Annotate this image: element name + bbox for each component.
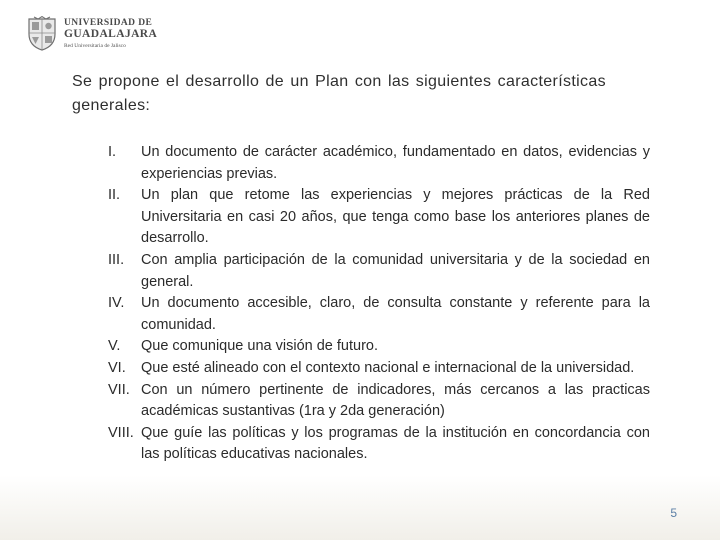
list-item xyxy=(108,185,650,250)
list-item-text: Un documento accesible, claro, de consulta constante y referente para la comunidad. xyxy=(141,295,650,333)
list-item-text: Con un número pertinente de indicadores, más cercanos a las practicas académicas sustantivas (1ra y 2da generación) xyxy=(141,381,650,420)
list-item xyxy=(108,358,650,380)
list-item-text: Con amplia participación de la comunidad universitaria y de la sociedad en general. xyxy=(141,251,650,290)
list-item-number: II. xyxy=(108,187,121,204)
list-item xyxy=(108,250,650,293)
university-seal-icon xyxy=(26,16,58,52)
intro-paragraph: Se propone el desarrollo de un Plan con las siguientes características generales: xyxy=(72,73,607,114)
list-item-number: VI. xyxy=(108,359,126,376)
list-item-number: IV. xyxy=(108,295,125,312)
list-item-number: VIII. xyxy=(108,424,134,441)
list-item-text: Que comunique una visión de futuro. xyxy=(141,338,378,355)
list-item-text: Que guíe las políticas y los programas de la institución en concordancia con las políticas educativas nacionales. xyxy=(141,424,650,463)
list-item-number: V. xyxy=(108,338,121,355)
page-number: 5 xyxy=(670,506,677,520)
list-item xyxy=(108,336,650,358)
logo-line-guadalajara: GUADALAJARA xyxy=(64,28,158,41)
list-item-number: III. xyxy=(108,251,125,268)
list-item xyxy=(108,380,650,423)
logo-line-network: Red Universitaria de Jalisco xyxy=(64,42,126,49)
list-item-text: Un documento de carácter académico, fundamentado en datos, evidencias y experiencias previas. xyxy=(141,144,650,182)
list-item-number: VII. xyxy=(108,381,130,398)
list-item-text: Que esté alineado con el contexto nacional e internacional de la universidad. xyxy=(141,359,635,376)
university-logo xyxy=(26,16,157,52)
list-item xyxy=(108,423,650,466)
list-item-text: Un plan que retome las experiencias y mejores prácticas de la Red Universitaria en casi 20 años, que tenga como base los anteriores planes de desarrollo. xyxy=(141,187,650,247)
list-item-number: I. xyxy=(108,144,117,160)
list-item xyxy=(108,293,650,336)
list-item xyxy=(108,142,650,185)
logo-line-university: UNIVERSIDAD DE xyxy=(64,17,153,28)
characteristics-list xyxy=(108,142,650,466)
